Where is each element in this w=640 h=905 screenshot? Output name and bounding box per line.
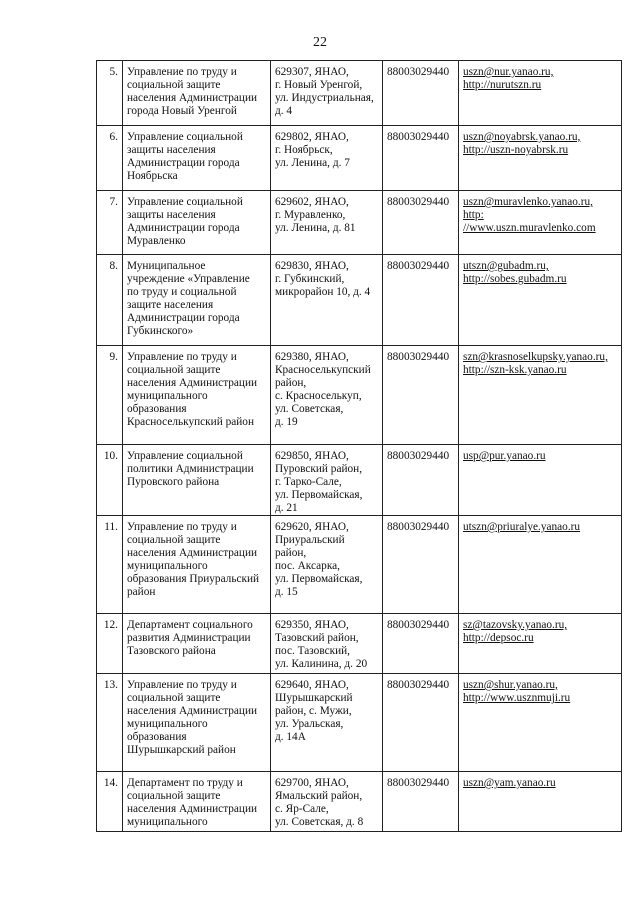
- organization-name-line: Муниципальное: [127, 260, 206, 272]
- organization-name: [123, 614, 271, 674]
- phone-number: 88003029440: [383, 255, 459, 346]
- organization-name-line: Управление социальной: [127, 196, 243, 208]
- organization-name-line: Пуровского района: [127, 476, 220, 488]
- organization-name-line: муниципального: [127, 718, 208, 730]
- phone-number: 88003029440: [383, 191, 459, 255]
- row-number: 7.: [97, 191, 123, 255]
- row-number: 6.: [97, 126, 123, 191]
- address: [271, 346, 383, 445]
- address-line: д. 4: [275, 105, 293, 117]
- phone-number: 88003029440: [383, 614, 459, 674]
- contact-link[interactable]: utszn@gubadm.ru,: [463, 260, 549, 272]
- address-line: ул. Уральская,: [275, 718, 344, 730]
- address-line: пос. Тазовский,: [275, 645, 351, 657]
- address-line: ул. Советская,: [275, 403, 344, 415]
- organization-name-line: Красноселькупский район: [127, 416, 254, 428]
- contact-link[interactable]: uszn@noyabrsk.yanao.ru,: [463, 131, 581, 143]
- row-number: 5.: [97, 61, 123, 126]
- table-row: [97, 445, 622, 516]
- address-line: 629640, ЯНАО,: [275, 679, 349, 691]
- address-line: Тазовский район,: [275, 632, 359, 644]
- row-number: 12.: [97, 614, 123, 674]
- address-line: район, с. Мужи,: [275, 705, 352, 717]
- table-row: [97, 516, 622, 614]
- organization-name-line: населения Администрации: [127, 705, 258, 717]
- address-line: ул. Советская, д. 8: [275, 816, 364, 828]
- address-line: 629307, ЯНАО,: [275, 66, 349, 78]
- organization-name-line: населения Администрации: [127, 547, 258, 559]
- contacts-cell: [459, 346, 622, 445]
- contact-link[interactable]: http://sobes.gubadm.ru: [463, 273, 567, 285]
- contact-link[interactable]: http://nurutszn.ru: [463, 79, 542, 91]
- organization-name-line: населения Администрации: [127, 803, 258, 815]
- organization-name: [123, 61, 271, 126]
- organization-name-line: защиты населения: [127, 144, 216, 156]
- organization-name: [123, 516, 271, 614]
- contact-link[interactable]: utszn@priuralye.yanao.ru: [463, 521, 581, 533]
- address-line: г. Тарко-Сале,: [275, 476, 342, 488]
- address-line: 629830, ЯНАО,: [275, 260, 349, 272]
- contacts-cell: [459, 255, 622, 346]
- organization-name-line: Администрации города: [127, 157, 240, 169]
- organization-name-line: Управление по труду и: [127, 66, 237, 78]
- organization-name: [123, 772, 271, 832]
- contact-link[interactable]: sz@tazovsky.yanao.ru,: [463, 619, 568, 631]
- contacts-cell: [459, 674, 622, 772]
- address-line: ул. Индустриальная,: [275, 92, 374, 104]
- phone-number: 88003029440: [383, 126, 459, 191]
- address-line: с. Яр-Сале,: [275, 803, 329, 815]
- organization-name-line: Управление социальной: [127, 131, 243, 143]
- table-row: [97, 674, 622, 772]
- organization-name: [123, 445, 271, 516]
- address: [271, 516, 383, 614]
- address-line: 629350, ЯНАО,: [275, 619, 349, 631]
- address-line: Шурышкарский: [275, 692, 353, 704]
- address-line: ул. Ленина, д. 81: [275, 222, 356, 234]
- contacts-cell: [459, 516, 622, 614]
- organization-name-line: Ноябрьска: [127, 170, 178, 182]
- row-number: 11.: [97, 516, 123, 614]
- contact-link[interactable]: http:: [463, 209, 484, 221]
- address-line: д. 21: [275, 502, 298, 514]
- contacts-cell: [459, 772, 622, 832]
- address-line: Пуровский район,: [275, 463, 363, 475]
- contact-link[interactable]: uszn@muravlenko.yanao.ru,: [463, 196, 593, 208]
- address: [271, 614, 383, 674]
- organization-name-line: социальной защите: [127, 534, 221, 546]
- address-line: г. Муравленко,: [275, 209, 346, 221]
- table-body: [97, 61, 622, 832]
- row-number: 13.: [97, 674, 123, 772]
- address: [271, 191, 383, 255]
- organization-name-line: образования: [127, 403, 187, 415]
- organization-name-line: Управление по труду и: [127, 521, 237, 533]
- organization-name-line: Департамент социального: [127, 619, 253, 631]
- address-line: район,: [275, 547, 307, 559]
- phone-number: 88003029440: [383, 346, 459, 445]
- organization-name: [123, 126, 271, 191]
- address-line: 629700, ЯНАО,: [275, 777, 349, 789]
- address-line: микрорайон 10, д. 4: [275, 286, 371, 298]
- contacts-cell: [459, 191, 622, 255]
- address-line: ул. Ленина, д. 7: [275, 157, 350, 169]
- phone-number: 88003029440: [383, 674, 459, 772]
- organization-name-line: политики Администрации: [127, 463, 254, 475]
- table-row: [97, 126, 622, 191]
- address: [271, 445, 383, 516]
- phone-number: 88003029440: [383, 61, 459, 126]
- contact-link[interactable]: usp@pur.yanao.ru: [463, 450, 546, 462]
- organization-name-line: защите населения: [127, 299, 214, 311]
- address-line: 629850, ЯНАО,: [275, 450, 349, 462]
- contact-link[interactable]: http://uszn-noyabrsk.ru: [463, 144, 569, 156]
- contact-link[interactable]: uszn@shur.yanao.ru,: [463, 679, 558, 691]
- address-line: 629602, ЯНАО,: [275, 196, 349, 208]
- table-row: [97, 346, 622, 445]
- row-number: 9.: [97, 346, 123, 445]
- contacts-cell: [459, 61, 622, 126]
- address-line: 629620, ЯНАО,: [275, 521, 349, 533]
- organization-name: [123, 255, 271, 346]
- address-line: г. Ноябрьск,: [275, 144, 333, 156]
- organization-name-line: Управление по труду и: [127, 679, 237, 691]
- phone-number: 88003029440: [383, 516, 459, 614]
- organization-name-line: Администрации города: [127, 222, 240, 234]
- address: [271, 61, 383, 126]
- address: [271, 126, 383, 191]
- address-line: г. Новый Уренгой,: [275, 79, 363, 91]
- table-row: [97, 772, 622, 832]
- address-line: Ямальский район,: [275, 790, 363, 802]
- organization-name-line: Губкинского»: [127, 325, 194, 337]
- organization-name: [123, 191, 271, 255]
- row-number: 14.: [97, 772, 123, 832]
- address: [271, 255, 383, 346]
- address-line: д. 14А: [275, 731, 306, 743]
- organization-name-line: социальной защите: [127, 692, 221, 704]
- table-row: [97, 61, 622, 126]
- organization-name-line: образования: [127, 731, 187, 743]
- contact-link[interactable]: szn@krasnoselkupsky.yanao.ru,: [463, 351, 608, 363]
- organization-name-line: образования Приуральский: [127, 573, 260, 585]
- organization-name: [123, 674, 271, 772]
- contacts-table: [96, 60, 622, 832]
- organization-name-line: Муравленко: [127, 235, 186, 247]
- organization-name-line: города Новый Уренгой: [127, 105, 237, 117]
- address-line: 629802, ЯНАО,: [275, 131, 349, 143]
- address-line: Приуральский: [275, 534, 345, 546]
- address-line: 629380, ЯНАО,: [275, 351, 349, 363]
- contact-link[interactable]: http://szn-ksk.yanao.ru: [463, 364, 567, 376]
- contact-link[interactable]: //www.uszn.muravlenko.com: [463, 222, 596, 234]
- organization-name-line: населения Администрации: [127, 377, 258, 389]
- contact-link[interactable]: uszn@yam.yanao.ru: [463, 777, 556, 789]
- address-line: район,: [275, 377, 307, 389]
- organization-name-line: социальной защите: [127, 790, 221, 802]
- table-row: [97, 255, 622, 346]
- address-line: д. 15: [275, 586, 298, 598]
- contacts-cell: [459, 614, 622, 674]
- organization-name-line: Тазовского района: [127, 645, 216, 657]
- address-line: пос. Аксарка,: [275, 560, 340, 572]
- organization-name: [123, 346, 271, 445]
- organization-name-line: Администрации города: [127, 312, 240, 324]
- address-line: ул. Калинина, д. 20: [275, 658, 368, 670]
- organization-name-line: Шурышкарский район: [127, 744, 236, 756]
- organization-name-line: населения Администрации: [127, 92, 258, 104]
- row-number: 10.: [97, 445, 123, 516]
- address-line: г. Губкинский,: [275, 273, 345, 285]
- contacts-cell: [459, 126, 622, 191]
- organization-name-line: Управление по труду и: [127, 351, 237, 363]
- address: [271, 772, 383, 832]
- address-line: ул. Первомайская,: [275, 573, 363, 585]
- organization-name-line: муниципального: [127, 816, 208, 828]
- organization-name-line: муниципального: [127, 390, 208, 402]
- contact-link[interactable]: uszn@nur.yanao.ru,: [463, 66, 554, 78]
- organization-name-line: муниципального: [127, 560, 208, 572]
- contact-link[interactable]: http://www.usznmuji.ru: [463, 692, 571, 704]
- phone-number: 88003029440: [383, 445, 459, 516]
- row-number: 8.: [97, 255, 123, 346]
- address-line: с. Красноселькуп,: [275, 390, 362, 402]
- contact-link[interactable]: http://depsoc.ru: [463, 632, 534, 644]
- organization-name-line: социальной защите: [127, 79, 221, 91]
- organization-name-line: социальной защите: [127, 364, 221, 376]
- organization-name-line: развития Администрации: [127, 632, 251, 644]
- table-row: [97, 191, 622, 255]
- address-line: Красноселькупский: [275, 364, 371, 376]
- organization-name-line: защиты населения: [127, 209, 216, 221]
- organization-name-line: район: [127, 586, 156, 598]
- organization-name-line: Управление социальной: [127, 450, 243, 462]
- organization-name-line: учреждение «Управление: [127, 273, 250, 285]
- phone-number: 88003029440: [383, 772, 459, 832]
- table-row: [97, 614, 622, 674]
- address: [271, 674, 383, 772]
- contacts-cell: [459, 445, 622, 516]
- page-number: 22: [313, 35, 327, 50]
- organization-name-line: Департамент по труду и: [127, 777, 243, 789]
- address-line: д. 19: [275, 416, 298, 428]
- organization-name-line: по труду и социальной: [127, 286, 237, 298]
- address-line: ул. Первомайская,: [275, 489, 363, 501]
